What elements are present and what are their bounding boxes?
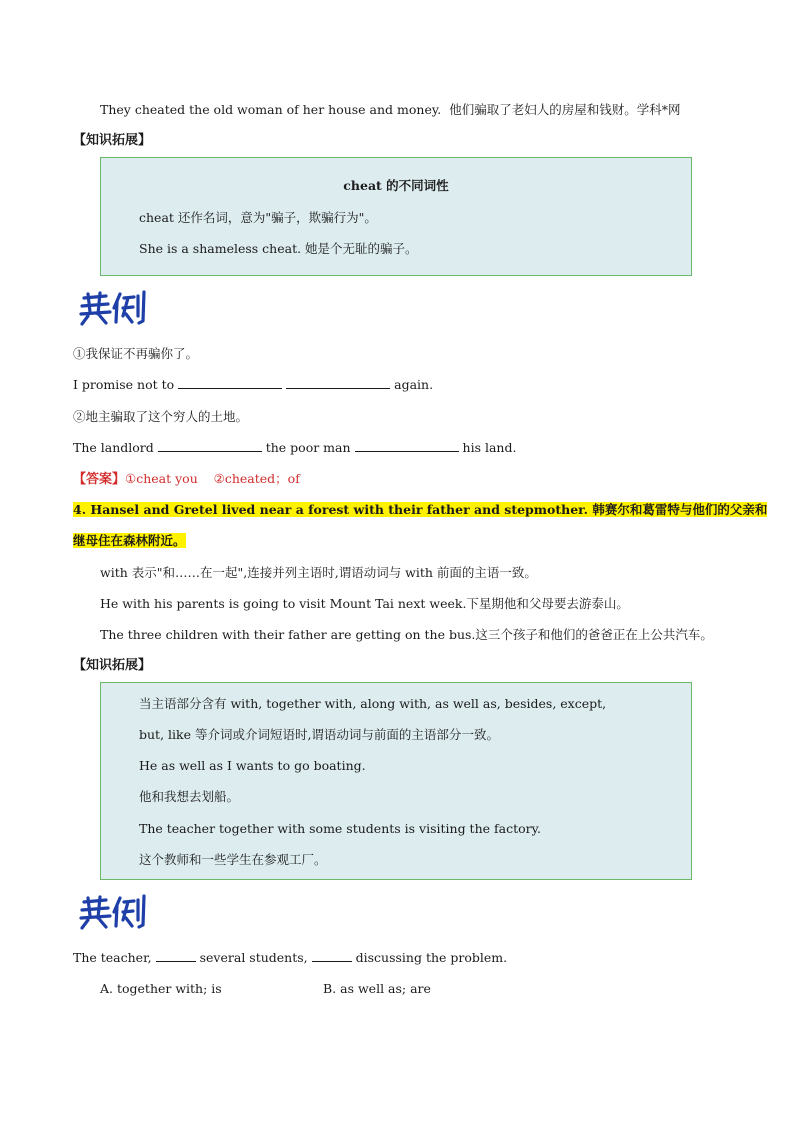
- answer-blank[interactable]: [158, 439, 262, 452]
- exercise1-q2-zh: ②地主骗取了这个穷人的土地。: [73, 409, 249, 424]
- exercise1-q2-en: [73, 439, 516, 457]
- point4-example-1: He with his parents is going to visit Mount Tai next week.下星期他和父母要去游泰山。: [100, 596, 629, 611]
- point4-title-text-2: 继母住在森林附近。: [73, 533, 186, 548]
- knowledge-box-2: [100, 682, 692, 880]
- box2-line-1: 当主语部分含有 with, together with, along with, as well as, besides, except,: [139, 696, 607, 711]
- example-logo-svg: [76, 288, 150, 328]
- option-b[interactable]: B. as well as; are: [323, 981, 431, 996]
- answer-label: 【答案】: [73, 472, 126, 487]
- example-logo-svg: [76, 892, 150, 932]
- option-a[interactable]: A. together with; is: [100, 981, 222, 996]
- answer-blank[interactable]: [312, 949, 352, 962]
- q-mid: several students,: [199, 950, 308, 965]
- exercise2-question: [73, 949, 507, 967]
- example-logo-icon: [76, 288, 150, 328]
- knowledge-box-1: [100, 157, 692, 276]
- exercise1-answer: [73, 470, 300, 489]
- point4-example-2: The three children with their father are getting on the bus.这三个孩子和他们的爸爸正在上公共汽车。: [100, 627, 713, 642]
- q2-en-end: his land.: [462, 440, 517, 455]
- box2-line-6: 这个教师和一些学生在参观工厂。: [139, 852, 327, 867]
- answer-blank[interactable]: [156, 949, 196, 962]
- q-end: discussing the problem.: [355, 950, 508, 965]
- q-start: The teacher,: [73, 950, 152, 965]
- box2-line-4: 他和我想去划船。: [139, 789, 240, 804]
- answer-blank[interactable]: [286, 376, 390, 389]
- point4-title-line1: [73, 501, 767, 519]
- q1-en-end: again.: [394, 377, 434, 392]
- box-line-1: cheat 还作名词，意为"骗子，欺骗行为"。: [139, 210, 377, 225]
- point4-title-line2: [73, 532, 186, 550]
- top-example-zh: 他们骗取了老妇人的房屋和钱财。学科*网: [449, 102, 681, 117]
- point4-title-text-1: 4. Hansel and Gretel lived near a forest with their father and stepmother. 韩赛尔和葛雷特与他们的父亲和: [73, 502, 768, 517]
- box-title: cheat 的不同词性: [343, 178, 449, 193]
- box2-line-2: but, like 等介词或介词短语时,谓语动词与前面的主语部分一致。: [139, 727, 499, 742]
- q2-en-start: The landlord: [73, 440, 154, 455]
- example-logo-icon: [76, 892, 150, 932]
- answer-text: ①cheat you ②cheated；of: [125, 471, 300, 486]
- answer-blank[interactable]: [355, 439, 459, 452]
- exercise1-q1-zh: ①我保证不再骗你了。: [73, 346, 199, 361]
- box2-line-5: The teacher together with some students is visiting the factory.: [139, 821, 541, 836]
- top-example-en: They cheated the old woman of her house and money.: [100, 102, 442, 117]
- q1-en-start: I promise not to: [73, 377, 175, 392]
- exercise1-q1-en: [73, 376, 433, 394]
- point4-explanation: with 表示"和……在一起",连接并列主语时,谓语动词与 with 前面的主语一致。: [100, 565, 537, 580]
- answer-blank[interactable]: [178, 376, 282, 389]
- q2-en-mid: the poor man: [265, 440, 351, 455]
- section-header-2: 【知识拓展】: [73, 658, 152, 673]
- top-example: [100, 101, 680, 119]
- box-line-2: She is a shameless cheat. 她是个无耻的骗子。: [139, 241, 418, 256]
- section-header-1: 【知识拓展】: [73, 133, 152, 148]
- box2-line-3: He as well as I wants to go boating.: [139, 758, 366, 773]
